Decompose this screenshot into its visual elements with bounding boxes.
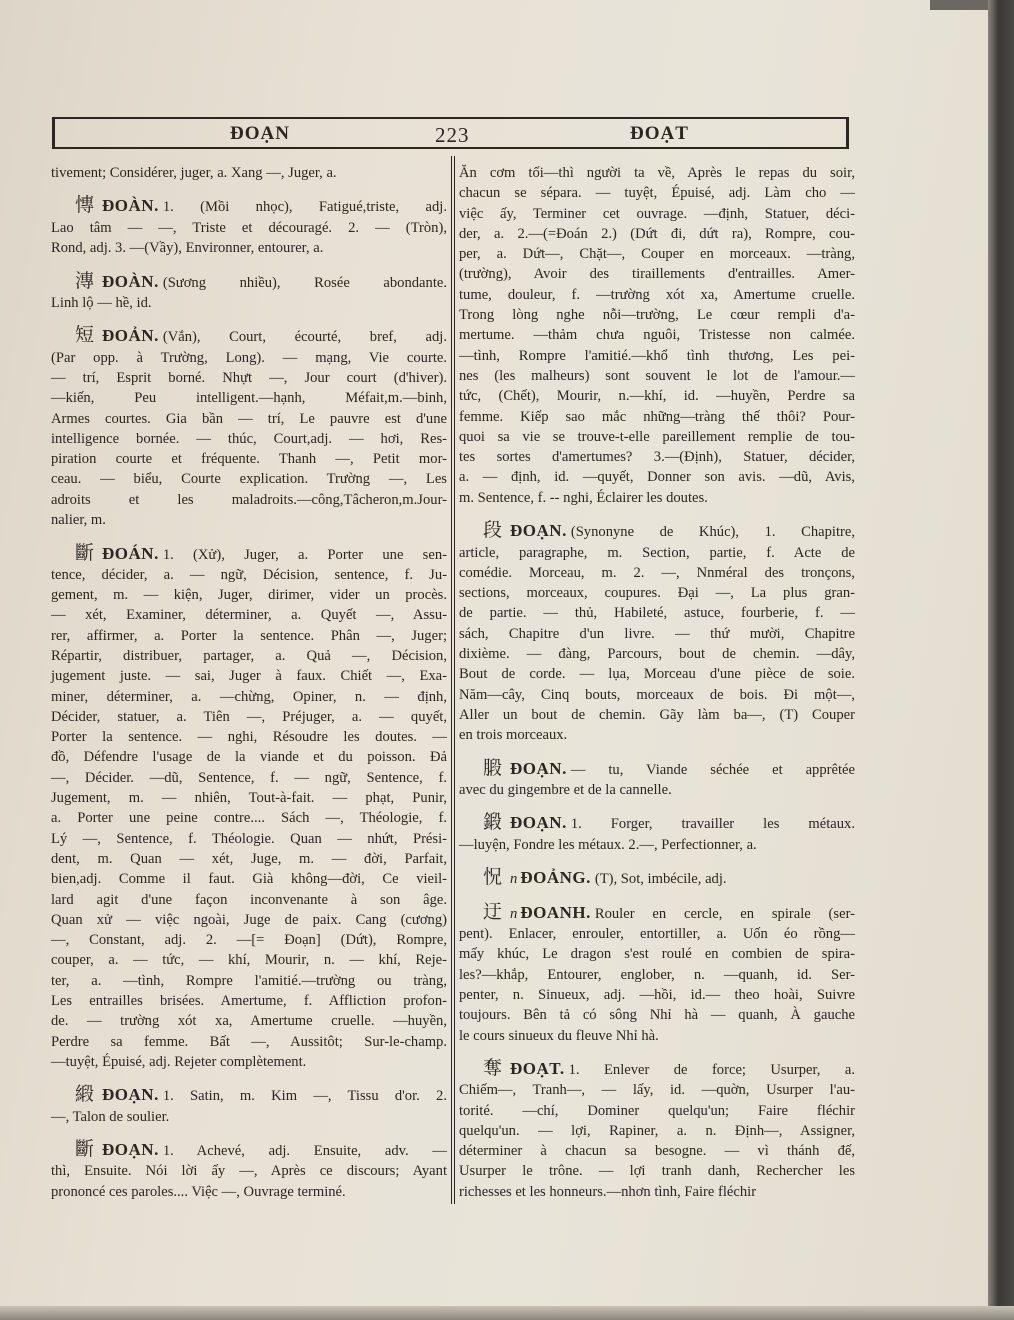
header-right-guideword: ĐOẠT — [630, 123, 689, 144]
chinese-character: 斷 — [75, 541, 95, 564]
definition-line: quoi sa vie se trouve-t-elle pareillement remplie de tou- — [459, 428, 855, 445]
definition-line: pent). Enlacer, enrouler, entortiller, a. Uốn éo rồng— — [459, 926, 855, 943]
entry-first-line — [51, 543, 447, 565]
definition-line: — trí, Esprit borné. Nhựt —, Jour court (d'hiver). — [51, 369, 447, 386]
definition-text: 1. (Xử), Juger, a. Porter une sen- — [162, 546, 447, 563]
definition-line: penter, n. Sinueux, adj. —hồi, id.— theo hoài, Suivre — [459, 986, 855, 1003]
definition-line: de. — trường xót xa, Amertume cruelle. —huyền, — [51, 1013, 447, 1030]
definition-line: intelligence bornée. — thúc, Court,adj. — hơi, Res- — [51, 430, 447, 447]
definition-line: tức, (Chết), Mourir, n.—khí, id. —huyền, Perdre sa — [459, 388, 855, 405]
definition-line: gement, m. — kiện, Juger, dirimer, vider un procès. — [51, 587, 447, 604]
chinese-character: 短 — [75, 324, 95, 347]
definition-line: lard agit d'une façon inconvenante à son âge. — [51, 891, 447, 908]
dictionary-entry — [51, 1084, 447, 1127]
definition-line: Les entrailles brisées. Amertume, f. Affliction profon- — [51, 993, 447, 1010]
definition-line: bien,adj. Comme il faut. Già không—đời, Ce vieil- — [51, 871, 447, 888]
column-divider — [451, 156, 455, 1204]
definition-line: tivement; Considérer, juger, a. Xang —, Juger, a. — [51, 165, 337, 181]
definition-line: dixième. — đàng, Parcours, bout de chemin. —dây, — [459, 646, 855, 663]
headword: ĐOANH. — [520, 902, 591, 922]
definition-line: couper, a. — tức, — khí, Mourir, n. — khí, Reje- — [51, 952, 447, 969]
chinese-character: 漙 — [75, 269, 95, 292]
definition-line: Chiếm—, Tranh—, — lấy, id. —quờn, Usurper l'au- — [459, 1082, 855, 1099]
definition-text: 1. (Mồi nhọc), Fatigué,triste, adj. — [162, 199, 447, 216]
definition-line: article, paragraphe, m. Section, partie, f. Acte de — [459, 544, 855, 561]
definition-line: thì, Ensuite. Nói lời ấy —, Après ce discours; Ayant — [51, 1163, 447, 1180]
definition-text: — tu, Viande séchée et apprêtée — [570, 761, 855, 778]
definition-line: Lao tâm — —, Triste et découragé. 2. — (Tròn), — [51, 219, 447, 236]
dictionary-entry — [51, 1139, 447, 1202]
definition-line: (Par opp. à Trường, Long). — mạng, Vie courte. — [51, 349, 447, 366]
entry-first-line — [51, 271, 447, 293]
left-column — [51, 163, 447, 1202]
definition-line: —, Constant, adj. 2. —[= Đoạn] (Dứt), Rompre, — [51, 932, 447, 949]
definition-line: de partie. — thủ, Habileté, astuce, fourberie, f. — — [459, 605, 855, 622]
entry-first-line — [459, 758, 855, 780]
definition-line: tes sortes d'amertumes? 3.—(Định), Statuer, décider, — [459, 449, 855, 466]
chinese-character: 段 — [483, 519, 503, 542]
dictionary-entry — [459, 902, 855, 1046]
definition-text: 1. Achevé, adj. Ensuite, adv. — — [162, 1143, 447, 1160]
headword: ĐOẠN. — [510, 521, 567, 541]
dictionary-entry — [459, 163, 855, 508]
headword: ĐOẠN. — [510, 813, 567, 833]
definition-line: m. Sentence, f. -- nghi, Éclairer les doutes. — [459, 489, 708, 506]
entry-first-line — [51, 325, 447, 347]
definition-text: (Sương nhiều), Rosée abondante. — [162, 274, 447, 291]
definition-line: Ăn cơm tối—thì người ta về, Après le repas du soir, — [459, 165, 855, 181]
definition-line: việc ấy, Terminer cet ouvrage. —định, Statuer, déci- — [459, 205, 855, 222]
definition-line: —tình, Rompre l'amitié.—khổ tình thương, Les pei- — [459, 347, 855, 364]
definition-line: Usurper le trône. — lợi tranh danh, Rechercher les — [459, 1163, 855, 1180]
dictionary-entry — [51, 325, 447, 530]
dictionary-entry — [51, 543, 447, 1073]
chinese-character: 斷 — [75, 1138, 95, 1161]
definition-line: —, Talon de soulier. — [51, 1108, 170, 1125]
definition-line: sách, Chapitre d'un livre. — thứ mười, Chapitre — [459, 625, 855, 642]
headword: ĐOẠT. — [510, 1059, 565, 1078]
header-left-guideword: ĐOẠN — [230, 123, 290, 144]
definition-line: Quan xử — việc ngoài, Juge de paix. Cang (cương) — [51, 911, 447, 928]
headword: ĐOÁN. — [102, 543, 159, 563]
definition-line: tume, douleur, f. —trường xót xa, Amertume cruelle. — [459, 286, 855, 303]
definition-line: richesses et les honneurs.—nhơn tình, Faire fléchir — [459, 1183, 757, 1200]
entry-first-line — [51, 195, 447, 217]
book-edge-bottom — [0, 1306, 1014, 1320]
definition-line: dent, m. Quan — xét, Juge, m. — đời, Parfait, — [51, 850, 447, 867]
definition-line: miner, déterminer, a. —chừng, Opiner, n. — định, — [51, 688, 447, 705]
chinese-character: 鍛 — [483, 811, 503, 834]
headword: ĐOẢNG. — [520, 868, 591, 888]
definition-line: Jugement, m. — nhiên, Tout-à-fait. — phạt, Punir, — [51, 790, 447, 807]
definition-line: —tuyệt, Épuisé, adj. Rejeter complètement. — [51, 1053, 307, 1070]
definition-text: 1. Enlever de force; Usurper, a. — [568, 1062, 855, 1078]
right-column — [459, 163, 855, 1202]
definition-line: Rond, adj. 3. —(Vầy), Environner, entourer, a. — [51, 240, 324, 257]
definition-line: — xét, Examiner, déterminer, a. Quyết —, Assu- — [51, 607, 447, 624]
definition-line: Décider, statuer, a. Tiên —, Préjuger, a. — quyết, — [51, 708, 447, 725]
definition-line: déterminer à chacun sa besogne. — vì thánh đế, — [459, 1143, 855, 1160]
book-binding-edge — [988, 0, 1014, 1320]
chinese-character: 緞 — [75, 1083, 95, 1106]
definition-line: sections, morceaux, coupures. Đại —, La plus gran- — [459, 585, 855, 602]
definition-line: ter, a. —tình, Rompre l'amitié.—trường ou tràng, — [51, 972, 447, 989]
entry-marker: n — [510, 871, 518, 888]
definition-line: jugement juste. — sai, Juger à faux. Chiết —, Exa- — [51, 668, 447, 685]
definition-line: a. — định, id. —quyết, Donner son avis. —dũ, Avis, — [459, 469, 855, 486]
entry-first-line — [51, 1139, 447, 1161]
definition-line: der, a. 2.—(=Đoán 2.) (Dứt đi, dứt ra), Rompre, cou- — [459, 225, 855, 242]
definition-line: Aller un bout de chemin. Gãy làm ba—, (T) Couper — [459, 706, 855, 723]
headword: ĐOẠN. — [102, 1140, 159, 1160]
definition-line: tence, décider, a. — ngữ, Décision, sentence, f. Ju- — [51, 566, 447, 583]
entry-first-line — [459, 1058, 855, 1080]
chinese-character: 迂 — [483, 900, 503, 923]
definition-line: Armes courtes. Gia bần — trí, Le pauvre est d'une — [51, 410, 447, 427]
headword: ĐOÀN. — [102, 196, 159, 216]
definition-line: a. Porter une peine contre.... Sách —, Théologie, f. — [51, 810, 447, 827]
chinese-character: 腶 — [483, 756, 503, 779]
definition-text: (Vắn), Court, écourté, bref, adj. — [162, 329, 447, 346]
definition-line: mertume. —thảm chưa nguôi, Tristesse non calmée. — [459, 327, 855, 344]
definition-line: Perdre sa femme. Bất —, Aussitôt; Sur-le-champ. — [51, 1033, 447, 1050]
definition-line: —, Décider. —dũ, Sentence, f. — ngữ, Sentence, f. — [51, 769, 447, 786]
definition-line: per, a. Dứt—, Chặt—, Couper en morceaux. —tràng, — [459, 246, 855, 263]
chinese-character: 怳 — [483, 866, 503, 889]
definition-line: quelqu'un. — lợi, Rapiner, a. n. Định—, Assigner, — [459, 1122, 855, 1139]
definition-line: chacun se sépara. — tuyệt, Épuisé, adj. Làm cho — — [459, 185, 855, 202]
definition-line: mấy khúc, Le dragon s'est roulé en combien de spira- — [459, 946, 855, 963]
definition-line: rer, affirmer, a. Porter la sentence. Phân —, Juger; — [51, 627, 447, 644]
dictionary-entry — [51, 271, 447, 314]
dictionary-entry — [51, 195, 447, 258]
definition-line: les?—khắp, Entourer, englober, n. —quanh, id. Ser- — [459, 966, 855, 983]
definition-text: 1. Satin, m. Kim —, Tissu d'or. 2. — [162, 1088, 447, 1105]
definition-line: nalier, m. — [51, 512, 106, 529]
definition-line: avec du gingembre et de la cannelle. — [459, 781, 672, 798]
definition-line: femme. Kiếp sao mắc những—tràng thế thôi? Pour- — [459, 408, 855, 425]
definition-line: Năm—cây, Cinq bouts, morceaux de bois. Đi một—, — [459, 686, 855, 703]
headword: ĐOẠN. — [102, 1085, 159, 1105]
definition-line: đồ, Défendre l'usage de la viande et du poisson. Đả — [51, 749, 447, 766]
entry-first-line — [459, 520, 855, 542]
entry-marker: n — [510, 905, 518, 922]
definition-text: (Synonyne de Khúc), 1. Chapitre, — [570, 524, 855, 541]
dictionary-entry — [459, 520, 855, 745]
dictionary-entry — [51, 163, 447, 183]
definition-line: (trường), Avoir des tiraillements d'entrailles. Amer- — [459, 266, 855, 283]
definition-line: torité. —chí, Dominer quelqu'un; Faire fléchir — [459, 1102, 855, 1119]
entry-first-line — [459, 902, 855, 924]
definition-line: Répartir, distribuer, partager, a. Quả —, Décision, — [51, 647, 447, 664]
definition-line: nes (les malheurs) sont souvent le lot de l'amour.— — [459, 367, 855, 384]
entry-first-line — [459, 812, 855, 834]
dictionary-entry — [459, 1058, 855, 1202]
definition-line: prononcé ces paroles.... Việc —, Ouvrage terminé. — [51, 1183, 346, 1200]
headword: ĐOẠN. — [510, 758, 567, 778]
definition-line: adroits et les maladroits.—công,Tâcheron,m.Jour- — [51, 491, 447, 508]
dictionary-entry — [459, 867, 855, 889]
dictionary-entry — [459, 812, 855, 855]
definition-line: Bout de corde. — lụa, Morceau d'une pièce de soie. — [459, 666, 855, 683]
page-number: 223 — [435, 123, 470, 147]
definition-line: —kiến, Peu intelligent.—hạnh, Méfait,m.—binh, — [51, 390, 447, 407]
definition-line: ceau. — biểu, Courte explication. Trường —, Les — [51, 471, 447, 488]
definition-text: (T), Sot, imbécile, adj. — [594, 871, 727, 888]
running-header — [52, 117, 849, 149]
headword: ĐOÀN. — [102, 271, 159, 291]
definition-line: Lý —, Sentence, f. Théologie. Quan — nhứt, Prési- — [51, 830, 447, 847]
definition-line: —luyện, Fondre les métaux. 2.—, Perfectionner, a. — [459, 836, 757, 853]
chinese-character: 奪 — [483, 1057, 503, 1079]
chinese-character: 慱 — [75, 194, 95, 217]
definition-text: Rouler en cercle, en spirale (ser- — [594, 905, 855, 922]
definition-line: le cours sinueux du fleuve Nhỉ hà. — [459, 1027, 659, 1044]
entry-first-line — [459, 867, 855, 889]
definition-line: Trong lòng nghe nỗi—trường, Le cœur rempli d'a- — [459, 307, 855, 324]
definition-line: piration courte et fréquente. Thanh —, Petit mor- — [51, 451, 447, 468]
definition-line: en trois morceaux. — [459, 727, 568, 744]
definition-line: Porter la sentence. — nghi, Résoudre les doutes. — — [51, 729, 447, 746]
definition-text: 1. Forger, travailler les métaux. — [570, 816, 855, 833]
definition-line: comédie. Morceau, m. 2. —, Nnméral des tronçons, — [459, 564, 855, 581]
definition-line: Linh lộ — hề, id. — [51, 294, 152, 311]
dictionary-entry — [459, 758, 855, 801]
entry-first-line — [51, 1084, 447, 1106]
definition-line: toujours. Bên tả có sông Nhỉ hà — quanh, À gauche — [459, 1007, 855, 1024]
headword: ĐOẢN. — [102, 326, 159, 346]
